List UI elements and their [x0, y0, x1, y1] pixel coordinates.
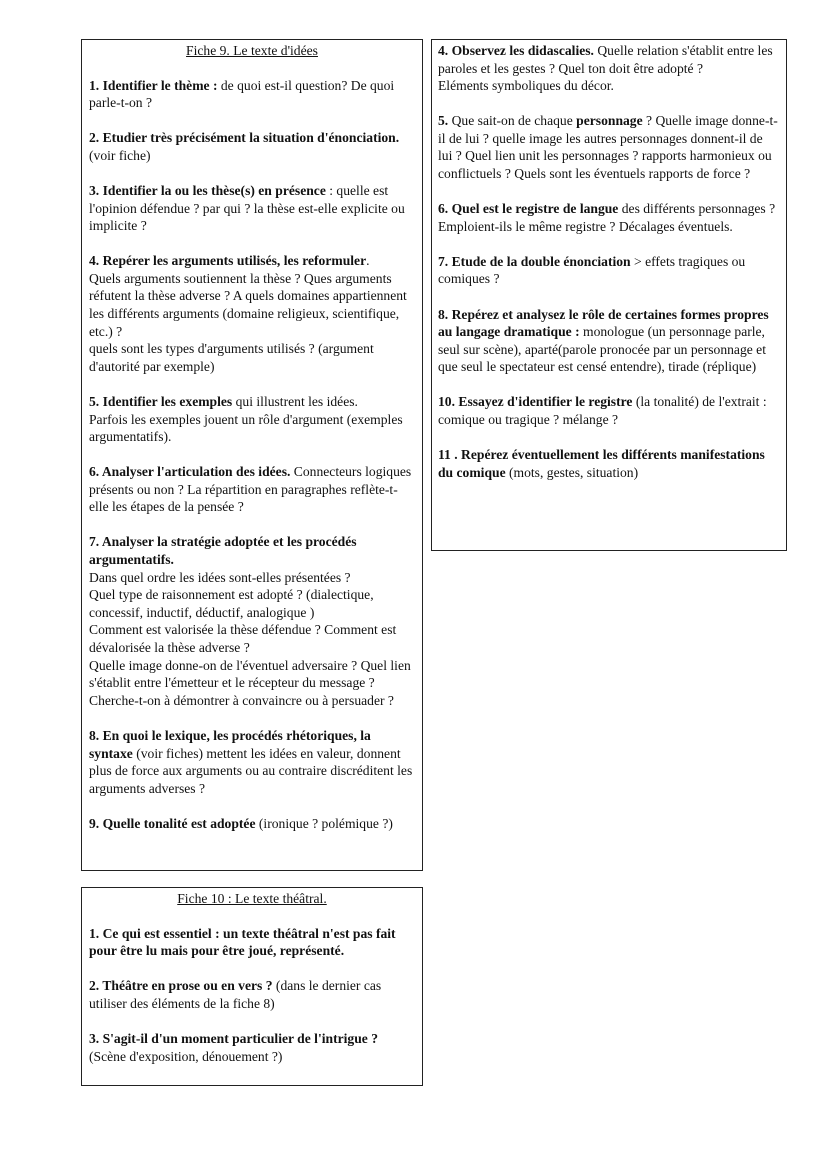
fiche-10-title: Fiche 10 : Le texte théâtral. [177, 891, 327, 906]
item-heading: 10. Essayez d'identifier le registre [438, 394, 633, 410]
item-text: (la tonalité) de l'extrait : comique ou tragique ? mélange ? [438, 394, 767, 427]
item-keyword: personnage [576, 113, 643, 129]
fiche-10-item-2 [89, 977, 415, 1012]
item-heading: 5. [438, 113, 449, 129]
fiche-9-item-3 [89, 182, 415, 235]
item-line: Eléments symboliques du décor. [438, 78, 614, 94]
item-text: (ironique ? polémique ?) [255, 815, 393, 831]
item-heading: 8. En quoi le lexique, les procédés rhétoriques, la syntaxe [89, 727, 371, 761]
item-text: . [366, 253, 370, 269]
fiche-9-item-5 [89, 393, 415, 446]
item-heading: 4. Repérer les arguments utilisés, les reformuler [89, 253, 367, 269]
fiche-9-item-1 [89, 77, 415, 112]
fiche-9-box [81, 39, 423, 871]
item-text: des différents personnages ? Emploient-ils le même registre ? Décalages éventuels. [438, 201, 776, 234]
fiche-9-item-9 [89, 815, 415, 833]
item-line: quels sont les types d'arguments utilisés ? (argument d'autorité par exemple) [89, 341, 374, 374]
item-heading: 3. Identifier la ou les thèse(s) en présence [89, 182, 326, 198]
right-item-6 [438, 200, 780, 235]
item-heading: 11 . Repérez éventuellement les différents manifestations du comique [438, 447, 765, 480]
item-line: Parfois les exemples jouent un rôle d'argument (exemples argumentatifs). [89, 411, 403, 445]
item-heading: 2. Théâtre en prose ou en vers ? [89, 978, 273, 994]
item-heading: 6. Analyser l'articulation des idées. [89, 464, 291, 480]
item-text: (voir fiches) mettent les idées en valeur, donnent plus de force aux arguments ou au contraire discréditent les arguments adverses ? [89, 745, 413, 796]
item-text: Que sait-on de chaque [448, 113, 577, 129]
right-item-8 [438, 306, 780, 376]
item-line: Quel type de raisonnement est adopté ? (dialectique, concessif, inductif, déductif, analogique ) [89, 587, 374, 620]
fiche-9-item-6 [89, 463, 415, 516]
item-text: Quelle relation s'établit entre les paroles et les gestes ? Quel ton doit être adopté ? [438, 43, 773, 76]
item-line: Comment est valorisée la thèse défendue ? Comment est dévalorisée la thèse adverse ? [89, 622, 397, 656]
item-text: qui illustrent les idées. [232, 393, 358, 409]
fiche-10-item-1 [89, 925, 415, 960]
item-text: ? Quelle image donne-t-il de lui ? quelle image les autres personnages donnent-il de lui ? Quel lien unit les personnages ? rapports harmonieux ou conflictuels ? Quels sont les éventuels rapports de force ? [438, 113, 778, 182]
fiche-10-box [81, 887, 423, 1086]
fiche-9-title: Fiche 9. Le texte d'idées [186, 43, 318, 58]
item-heading: 1. Ce qui est essentiel : un texte théâtral n'est pas fait pour être lu mais pour être joué, représenté. [89, 925, 396, 959]
item-text: Connecteurs logiques présents ou non ? La répartition en paragraphes reflète-t-elle les étapes de la pensée ? [89, 464, 412, 515]
fiche-10-continued-box [431, 39, 787, 551]
item-text: (dans le dernier cas utiliser des éléments de la fiche 8) [89, 978, 382, 1011]
item-text: > effets tragiques ou comiques ? [438, 253, 746, 287]
item-heading: 8. Repérez et analysez le rôle de certaines formes propres au langage dramatique : [438, 306, 769, 340]
item-text: (voir fiche) [89, 147, 151, 163]
item-heading: 7. Analyser la stratégie adoptée et les procédés argumentatifs. [89, 534, 357, 568]
right-item-7 [438, 253, 780, 288]
item-line: Dans quel ordre les idées sont-elles présentées ? [89, 569, 351, 585]
item-text: (Scène d'exposition, dénouement ?) [89, 1048, 283, 1064]
item-text: (mots, gestes, situation) [505, 464, 639, 480]
right-item-11 [438, 446, 780, 481]
item-heading: 2. Etudier très précisément la situation d'énonciation. [89, 130, 400, 146]
right-item-10 [438, 393, 780, 428]
item-heading: 5. Identifier les exemples [89, 393, 233, 409]
fiche-9-item-4 [89, 252, 415, 375]
item-line: Quels arguments soutiennent la thèse ? Ques arguments réfutent la thèse adverse ? A quels domaines appartiennent les différents arguments (domaine religieux, scientifique, etc.) ? [89, 270, 407, 339]
item-heading: 6. Quel est le registre de langue [438, 201, 619, 217]
item-text: monologue (un personnage parle, seul sur scène), aparté(parole pronocée par un personnage et que seul le spectateur est censé entendre), tirade (réplique) [438, 324, 766, 375]
item-text: : quelle est l'opinion défendue ? par qui ? la thèse est-elle explicite ou implicite ? [89, 182, 405, 234]
fiche-9-item-7 [89, 533, 415, 709]
item-heading: 3. S'agit-il d'un moment particulier de l'intrigue ? [89, 1030, 378, 1046]
fiche-10-item-3 [89, 1030, 415, 1065]
item-heading: 7. Etude de la double énonciation [438, 253, 631, 269]
item-heading: 4. Observez les didascalies. [438, 43, 594, 58]
fiche-9-item-8 [89, 727, 415, 797]
item-text: de quoi est-il question? De quoi parle-t-on ? [89, 77, 395, 111]
item-line: Quelle image donne-on de l'éventuel adversaire ? Quel lien s'établit entre l'émetteur et le récepteur du message ? Cherche-t-on à démontrer à convaincre ou à persuader ? [89, 657, 411, 708]
fiche-9-item-2 [89, 129, 415, 164]
right-item-4 [438, 42, 780, 95]
item-heading: 9. Quelle tonalité est adoptée [89, 815, 256, 831]
right-item-5 [438, 112, 780, 182]
item-heading: 1. Identifier le thème : [89, 77, 218, 93]
